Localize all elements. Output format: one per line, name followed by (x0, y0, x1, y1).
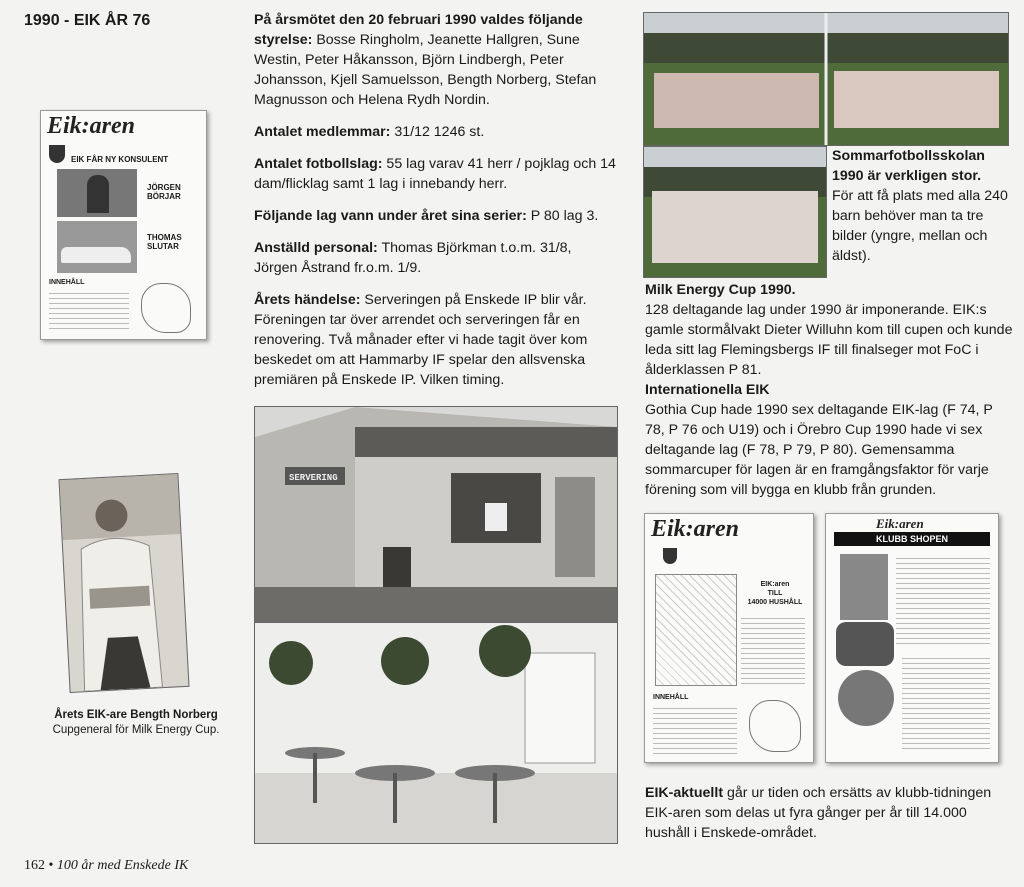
international-heading: Internationella EIK (645, 382, 770, 398)
photo-servering-building (254, 406, 618, 624)
middle-text-column (254, 10, 616, 402)
cartoon-drawing (141, 283, 191, 333)
newsletter-title: Eik:aren (876, 516, 924, 531)
club-crest-icon (49, 145, 65, 163)
newsletter-photo-jorgen (57, 169, 137, 217)
newsletter-photo-car (57, 221, 137, 273)
newsletter-title: Eik:aren (47, 113, 136, 139)
newsletter-headline: EIK:aren TILL 14000 HUSHÅLL (747, 581, 803, 606)
newsletter-body-text (741, 614, 805, 684)
page-number: 162 (24, 858, 45, 873)
events-paragraph: Årets händelse: Serveringen på Enskede IP blir vår. Föreningen tar över arrendet och serveringen får en renovering. Två månader efter vi hade tagit över kom beskedet om att Hammarby IF spelar den allsvenska premiären på Enskede IP. Vilken timing. (254, 292, 588, 388)
photo-summer-school-group-1 (643, 12, 1009, 146)
cartoon-drawing (749, 700, 801, 752)
right-text-column (645, 280, 1013, 500)
klubbshopen-banner: KLUBB SHOPEN (834, 532, 990, 546)
newsletter-name-jorgen: JÖRGEN BÖRJAR (147, 183, 181, 201)
shop-photo-player (840, 554, 888, 620)
newsletter-contents-heading: INNEHÅLL (49, 279, 85, 286)
newsletter-headline: EIK FÅR NY KONSULENT (71, 155, 169, 164)
newsletter-contents-heading: INNEHÅLL (653, 694, 689, 701)
newsletter-cover-konsulent (40, 110, 207, 340)
board-paragraph: På årsmötet den 20 februari 1990 valdes följande styrelse: Bosse Ringholm, Jeanette Hallgren, Sune Westin, Peter Håkansson, Björn Lindbergh, Peter Johansson, Kjell Samuelsson, Bength Norberg, Stefan Magnusson och Helena Rydh Nordin. (254, 12, 597, 108)
portrait-caption: Årets EIK-are Bength Norberg Cupgeneral för Milk Energy Cup. (52, 709, 220, 736)
newsletter-klubbshopen (825, 513, 999, 763)
shop-price-list (896, 554, 990, 646)
newsletter-contents-list (49, 289, 129, 331)
milk-cup-text: 128 deltagande lag under 1990 är imponerande. EIK:s gamle stormålvakt Dieter Willuhn kom till cupen och kunde leda sitt lag Flemingsbergs IF till finalseger mot FoC i ålderklassen P 81. (645, 302, 1013, 378)
newsletter-title: Eik:aren (651, 516, 740, 542)
staff-paragraph: Anställd personal: Thomas Björkman t.o.m. 31/8, Jörgen Åstrand fr.o.m. 1/9. (254, 240, 572, 276)
teams-paragraph: Antalet fotbollslag: 55 lag varav 41 herr / pojklag och 14 dam/flicklag samt 1 lag i innebandy herr. (254, 156, 616, 192)
members-paragraph: Antalet medlemmar: 31/12 1246 st. (254, 124, 485, 140)
shop-order-form (902, 654, 990, 750)
servering-sign: SERVERING (289, 473, 338, 483)
newsletter-map (655, 574, 737, 686)
summer-school-text: Sommarfotbollsskolan 1990 är verkligen stor. För att få plats med alla 240 barn behöver man ta tre bilder (yngre, mellan och äldst). (832, 148, 1008, 264)
page-title: 1990 - EIK ÅR 76 (24, 12, 151, 29)
international-text: Gothia Cup hade 1990 sex deltagande EIK-lag (F 74, P 78, P 76 och U19) och i Örebro Cup 1990 hade vi sex deltagande lag (F 78, P 79, P 80). Gemensamma sommarcuper för lagen är en framgångsfaktor för varje förening som vill bygga en klubb från grunden. (645, 402, 993, 498)
portrait-bength-norberg (58, 473, 189, 693)
shop-photo-bag (836, 622, 894, 666)
footer-separator: • (45, 858, 57, 873)
milk-cup-heading: Milk Energy Cup 1990. (645, 282, 796, 298)
photo-summer-school-group-2 (643, 146, 827, 278)
winners-paragraph: Följande lag vann under året sina serier: P 80 lag 3. (254, 208, 599, 224)
page-footer (24, 858, 188, 874)
newsletter-contents-list (653, 704, 737, 754)
publication-name: 100 år med Enskede IK (56, 858, 189, 873)
photo-cafe-interior (254, 622, 618, 844)
newsletter-cover-14000 (644, 513, 814, 763)
eik-aktuellt-paragraph: EIK-aktuellt går ur tiden och ersätts av klubb-tidningen EIK-aren som delas ut fyra gånger per år till 14.000 hushåll i Enskede-området. (645, 785, 992, 841)
shop-photo-ball (838, 670, 894, 726)
newsletter-name-thomas: THOMAS SLUTAR (147, 233, 182, 251)
club-crest-icon (663, 548, 677, 564)
